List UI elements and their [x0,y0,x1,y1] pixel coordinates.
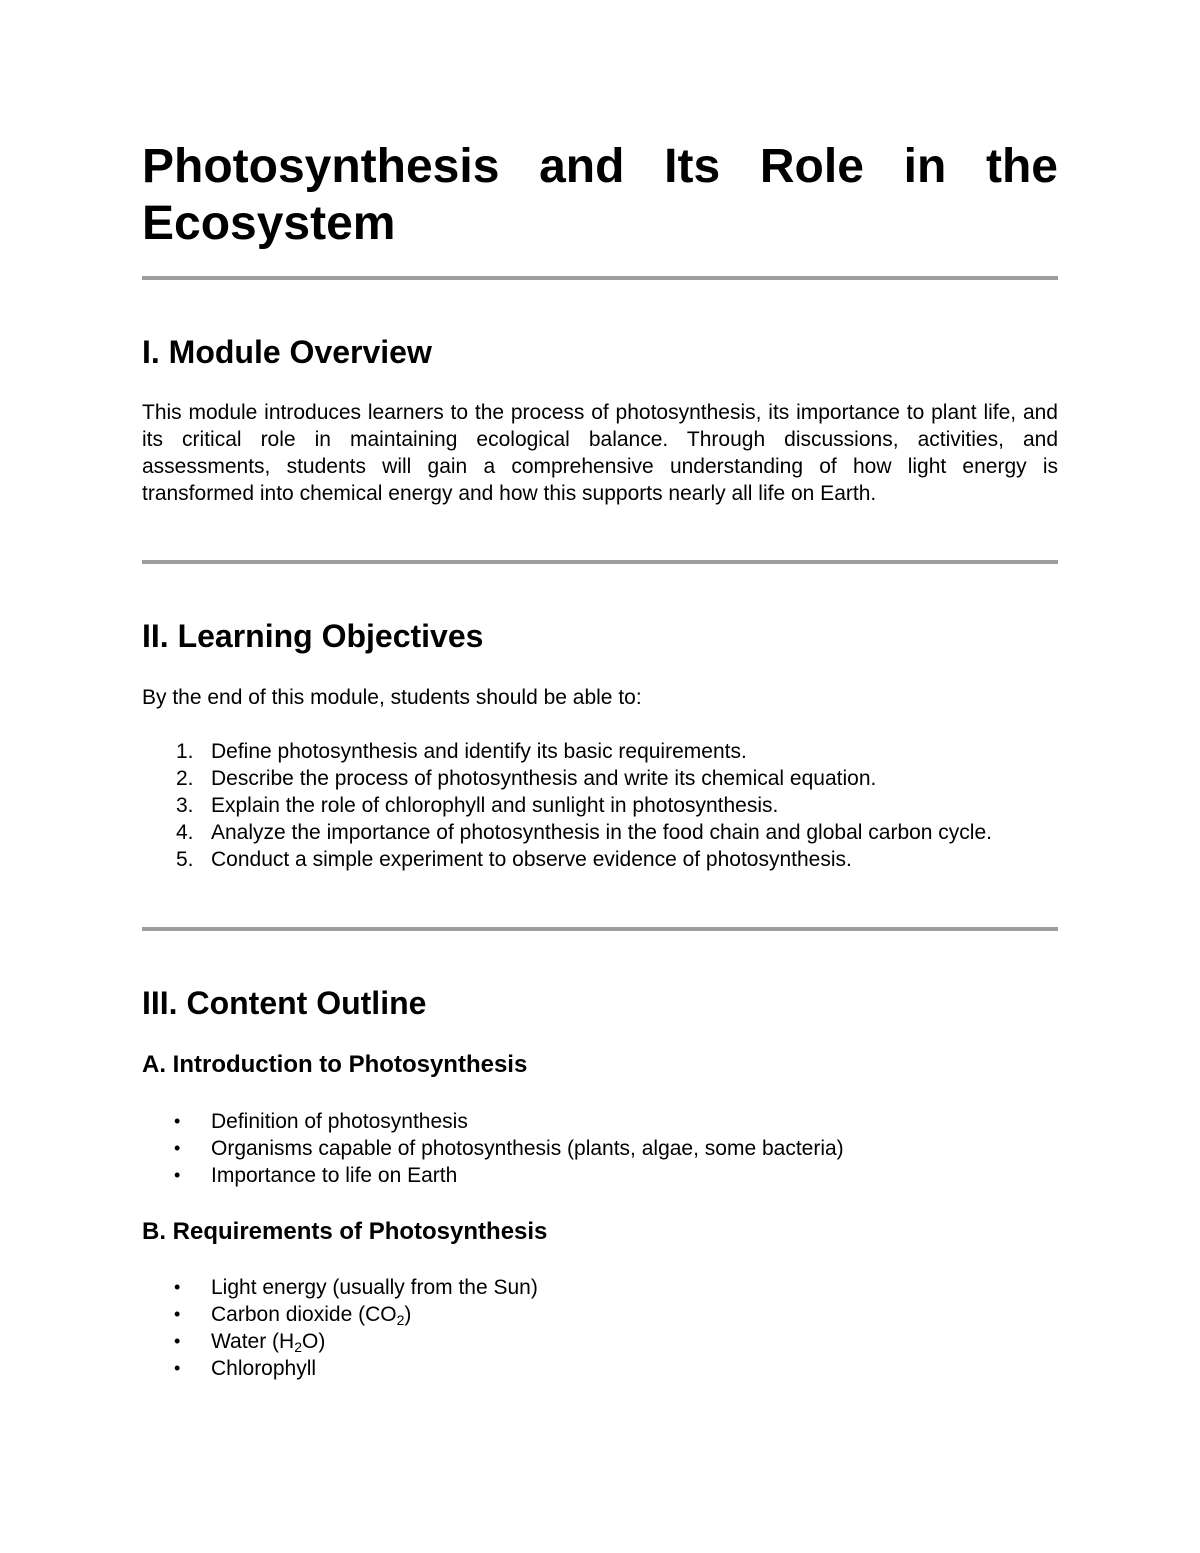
list-item-text: Importance to life on Earth [211,1164,458,1187]
bullet-icon: • [174,1358,181,1378]
list-item [142,1162,1058,1189]
subsection-heading-requirements: B. Requirements of Photosynthesis [142,1218,548,1245]
list-item [142,765,1058,792]
list-item [142,819,1058,846]
list-number: 2. [176,767,194,790]
overview-paragraph: This module introduces learners to the process of photosynthesis, its importance to plant life, and its critical role in maintaining ecological balance. Through discussions, activities, and assessments, students will gain a comprehensive understanding of how light energy is transformed into chemical energy and how this supports nearly all life on Earth. [142,401,1058,505]
divider [142,560,1058,564]
list-item-text [211,1330,325,1353]
list-item [142,1274,1058,1301]
list-item [142,1108,1058,1135]
list-item-text: Conduct a simple experiment to observe evidence of photosynthesis. [211,848,852,871]
bullet-icon: • [174,1277,181,1297]
list-number: 4. [176,821,194,844]
text-part: ) [404,1303,412,1326]
list-item-text: Definition of photosynthesis [211,1110,468,1133]
objectives-intro: By the end of this module, students should be able to: [142,686,642,709]
section-heading-objectives: II. Learning Objectives [142,618,484,654]
list-item [142,1301,1058,1328]
list-item [142,1328,1058,1355]
text-part: Carbon dioxide (CO [211,1303,397,1326]
list-item [142,1355,1058,1382]
bullet-icon: • [174,1111,181,1131]
list-item [142,846,1058,873]
subscript: 2 [294,1339,303,1355]
list-item-text: Explain the role of chlorophyll and sunlight in photosynthesis. [211,794,779,817]
objectives-list [142,738,1058,873]
list-number: 5. [176,848,194,871]
list-item-text: Organisms capable of photosynthesis (plants, algae, some bacteria) [211,1137,844,1160]
introduction-list [142,1108,1058,1189]
list-item-text: Define photosynthesis and identify its basic requirements. [211,740,747,763]
bullet-icon: • [174,1138,181,1158]
divider [142,927,1058,931]
requirements-list [142,1274,1058,1382]
subscript: 2 [396,1312,405,1328]
list-item-text: Describe the process of photosynthesis and write its chemical equation. [211,767,877,790]
list-item-text [211,1303,411,1326]
list-item-text: Chlorophyll [211,1357,317,1380]
document-title: Photosynthesis and Its Role in the Ecosystem [142,140,1058,250]
bullet-icon: • [174,1304,181,1324]
list-number: 1. [176,740,194,763]
divider [142,276,1058,280]
text-part: O) [302,1330,326,1353]
list-item [142,1135,1058,1162]
list-item [142,738,1058,765]
list-item [142,792,1058,819]
section-heading-outline: III. Content Outline [142,985,427,1021]
list-item-text: Light energy (usually from the Sun) [211,1276,538,1299]
section-heading-overview: I. Module Overview [142,334,432,370]
bullet-icon: • [174,1165,181,1185]
bullet-icon: • [174,1331,181,1351]
text-part: Water (H [211,1330,295,1353]
list-number: 3. [176,794,194,817]
list-item-text: Analyze the importance of photosynthesis in the food chain and global carbon cycle. [211,821,992,844]
subsection-heading-introduction: A. Introduction to Photosynthesis [142,1051,528,1078]
